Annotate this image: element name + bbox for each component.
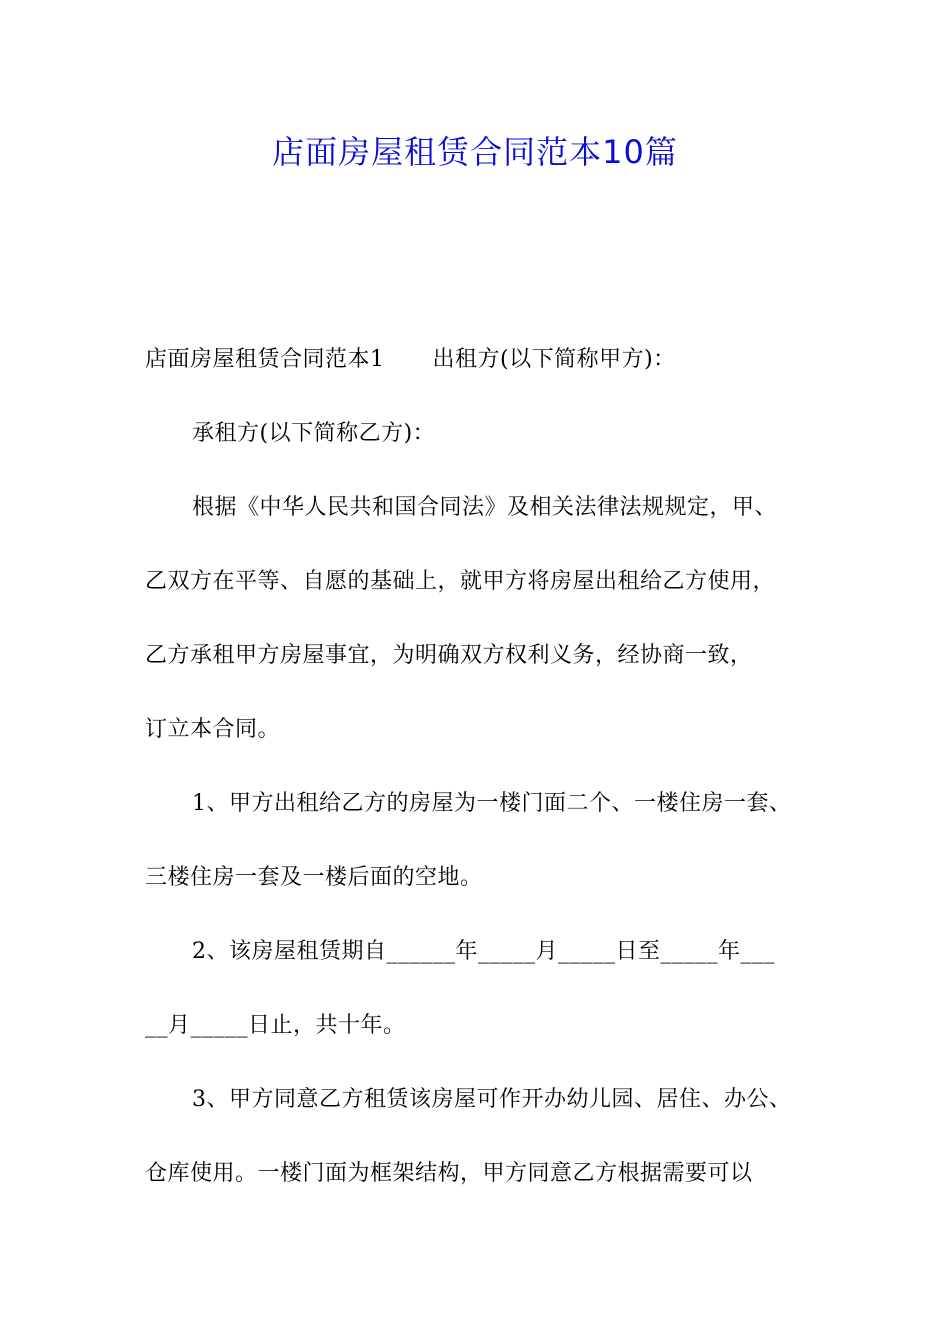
paragraph-line-4: 乙双方在平等、自愿的基础上，就甲方将房屋出租给乙方使用， bbox=[145, 569, 776, 594]
document-title: 店面房屋租赁合同范本10篇 bbox=[272, 133, 678, 171]
clause-3-line-2: 仓库使用。一楼门面为框架结构，甲方同意乙方根据需要可以 bbox=[145, 1161, 753, 1186]
lessee-label: 承租方(以下简称乙方)： bbox=[192, 421, 436, 446]
paragraph-line-6: 订立本合同。 bbox=[145, 717, 281, 742]
paragraph-line-3: 根据《中华人民共和国合同法》及相关法律法规规定，甲、 bbox=[192, 495, 778, 520]
clause-2-line-2: __月_____日止，共十年。 bbox=[145, 1013, 406, 1038]
paragraph-line-1 bbox=[145, 344, 676, 376]
section-heading: 店面房屋租赁合同范本1 bbox=[145, 347, 385, 372]
lessor-label: 出租方(以下简称甲方)： bbox=[432, 347, 676, 372]
clause-2-line-1: 2、该房屋租赁期自______年_____月_____日至_____年___ bbox=[192, 939, 775, 964]
clause-3-line-1: 3、甲方同意乙方租赁该房屋可作开办幼儿园、居住、办公、 bbox=[192, 1087, 792, 1112]
clause-1-line-1: 1、甲方出租给乙方的房屋为一楼门面二个、一楼住房一套、 bbox=[192, 791, 792, 816]
paragraph-line-5: 乙方承租甲方房屋事宜，为明确双方权利义务，经协商一致， bbox=[145, 643, 753, 668]
clause-1-line-2: 三楼住房一套及一楼后面的空地。 bbox=[145, 865, 483, 890]
